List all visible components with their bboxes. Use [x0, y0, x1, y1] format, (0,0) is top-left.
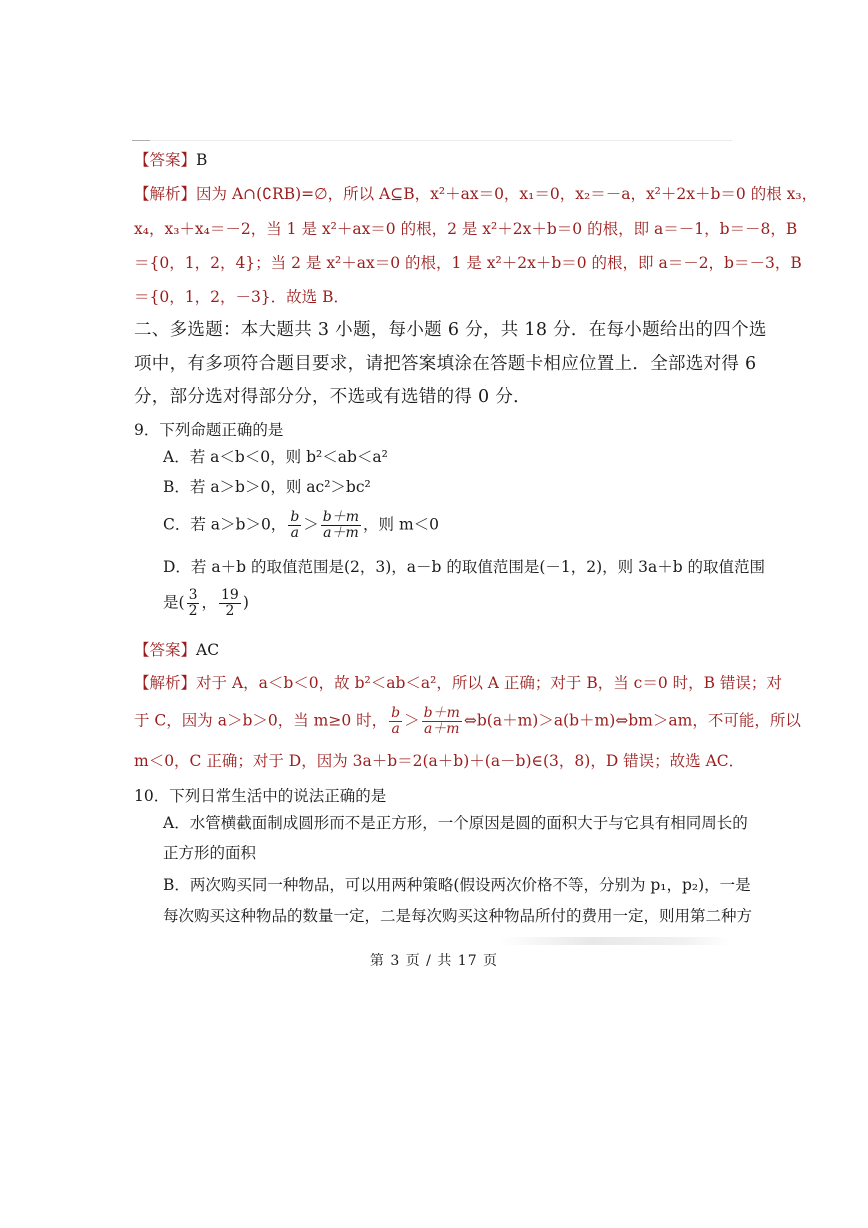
analysis-tag: 【解析】: [134, 674, 197, 692]
page-number: 第 3 页 / 共 17 页: [369, 953, 499, 969]
fraction: $\frac{b+m}{a+m}$: [423, 705, 460, 737]
q9-option-c: C．若 a＞b＞0， $\frac{b}{a}$ ＞ $\frac{b+m}{a+m}$ ，则 m＜0: [163, 509, 440, 541]
answer-tag: 【答案】: [134, 641, 197, 659]
section-heading-line-1: 二、多选题：本大题共 3 小题，每小题 6 分，共 18 分．在每小题给出的四个选: [134, 320, 767, 340]
analysis-q9-line-2: 于 C，因为 a＞b＞0，当 m≥0 时， $\frac{b}{a}$ ＞ $\frac{b+m}{a+m}$ ⇔b(a＋m)＞a(b＋m)⇔bm＞am，不可能，所以: [134, 705, 801, 737]
fraction: $\frac{b}{a}$: [391, 705, 401, 737]
analysis-q9-line-3: m＜0，C 正确；对于 D，因为 3a＋b＝2(a＋b)＋(a－b)∈(3，8)，D 错误；故选 AC．: [134, 752, 745, 770]
answer-value: B: [196, 151, 208, 169]
analysis-prev-line-4: ＝{0，1，2，－3}．故选 B．: [134, 288, 349, 306]
analysis-prev-line-2: x₄，x₃＋x₄＝－2，当 1 是 x²＋ax＝0 的根，2 是 x²＋2x＋b＝0 的根，即 a＝－1，b＝－8，B: [134, 220, 798, 238]
analysis-q9-line-1: 【解析】对于 A，a＜b＜0，故 b²＜ab＜a²，所以 A 正确；对于 B，当 c＝0 时，B 错误；对: [134, 674, 782, 692]
analysis-prev-line-1: 【解析】因为 A∩(∁RB)=∅，所以 A⊆B，x²＋ax＝0，x₁＝0，x₂＝－a，x²＋2x＋b＝0 的根 x₃，: [134, 185, 818, 203]
q9-option-a: A．若 a＜b＜0，则 b²＜ab＜a²: [163, 448, 388, 466]
section-heading-line-2: 项中，有多项符合题目要求，请把答案填涂在答题卡相应位置上．全部选对得 6: [134, 354, 757, 374]
q10-stem: 10．下列日常生活中的说法正确的是: [134, 787, 387, 805]
answer-value: AC: [196, 641, 220, 659]
q9-stem: 9．下列命题正确的是: [134, 421, 284, 439]
fraction: $\frac{b}{a}$: [290, 509, 300, 541]
fraction: $\frac{19}{2}$: [221, 587, 239, 619]
answer-q9: [134, 640, 219, 660]
scan-smudge: [500, 937, 730, 945]
fraction: $\frac{b+m}{a+m}$: [322, 509, 360, 541]
fraction: $\frac{3}{2}$: [188, 587, 198, 619]
answer-prev: [134, 150, 207, 170]
section-heading-line-3: 分，部分选对得部分分，不选或有选错的得 0 分．: [134, 387, 531, 407]
scan-edge-line: [132, 140, 732, 141]
answer-tag: 【答案】: [134, 151, 197, 169]
q9-option-b: B．若 a＞b＞0，则 ac²＞bc²: [163, 478, 371, 496]
q9-option-d-line-2: 是( $\frac{3}{2}$ ， $\frac{19}{2}$ ): [163, 587, 249, 619]
q10-option-b-line-2: 每次购买这种物品的数量一定，二是每次购买这种物品所付的费用一定，则用第二种方: [163, 907, 753, 925]
analysis-tag: 【解析】: [134, 185, 197, 203]
q10-option-a-line-1: A．水管横截面制成圆形而不是正方形，一个原因是圆的面积大于与它具有相同周长的: [163, 814, 748, 832]
analysis-prev-line-3: ＝{0，1，2，4}；当 2 是 x²＋ax＝0 的根，1 是 x²＋2x＋b＝0 的根，即 a＝－2，b＝－3，B: [134, 254, 802, 272]
q10-option-b-line-1: B．两次购买同一种物品，可以用两种策略(假设两次价格不等，分别为 p₁，p₂)，一是: [163, 876, 751, 894]
q9-option-d-line-1: D．若 a＋b 的取值范围是(2，3)，a－b 的取值范围是(－1，2)，则 3a＋b 的取值范围: [163, 558, 766, 576]
q10-option-a-line-2: 正方形的面积: [163, 844, 257, 862]
